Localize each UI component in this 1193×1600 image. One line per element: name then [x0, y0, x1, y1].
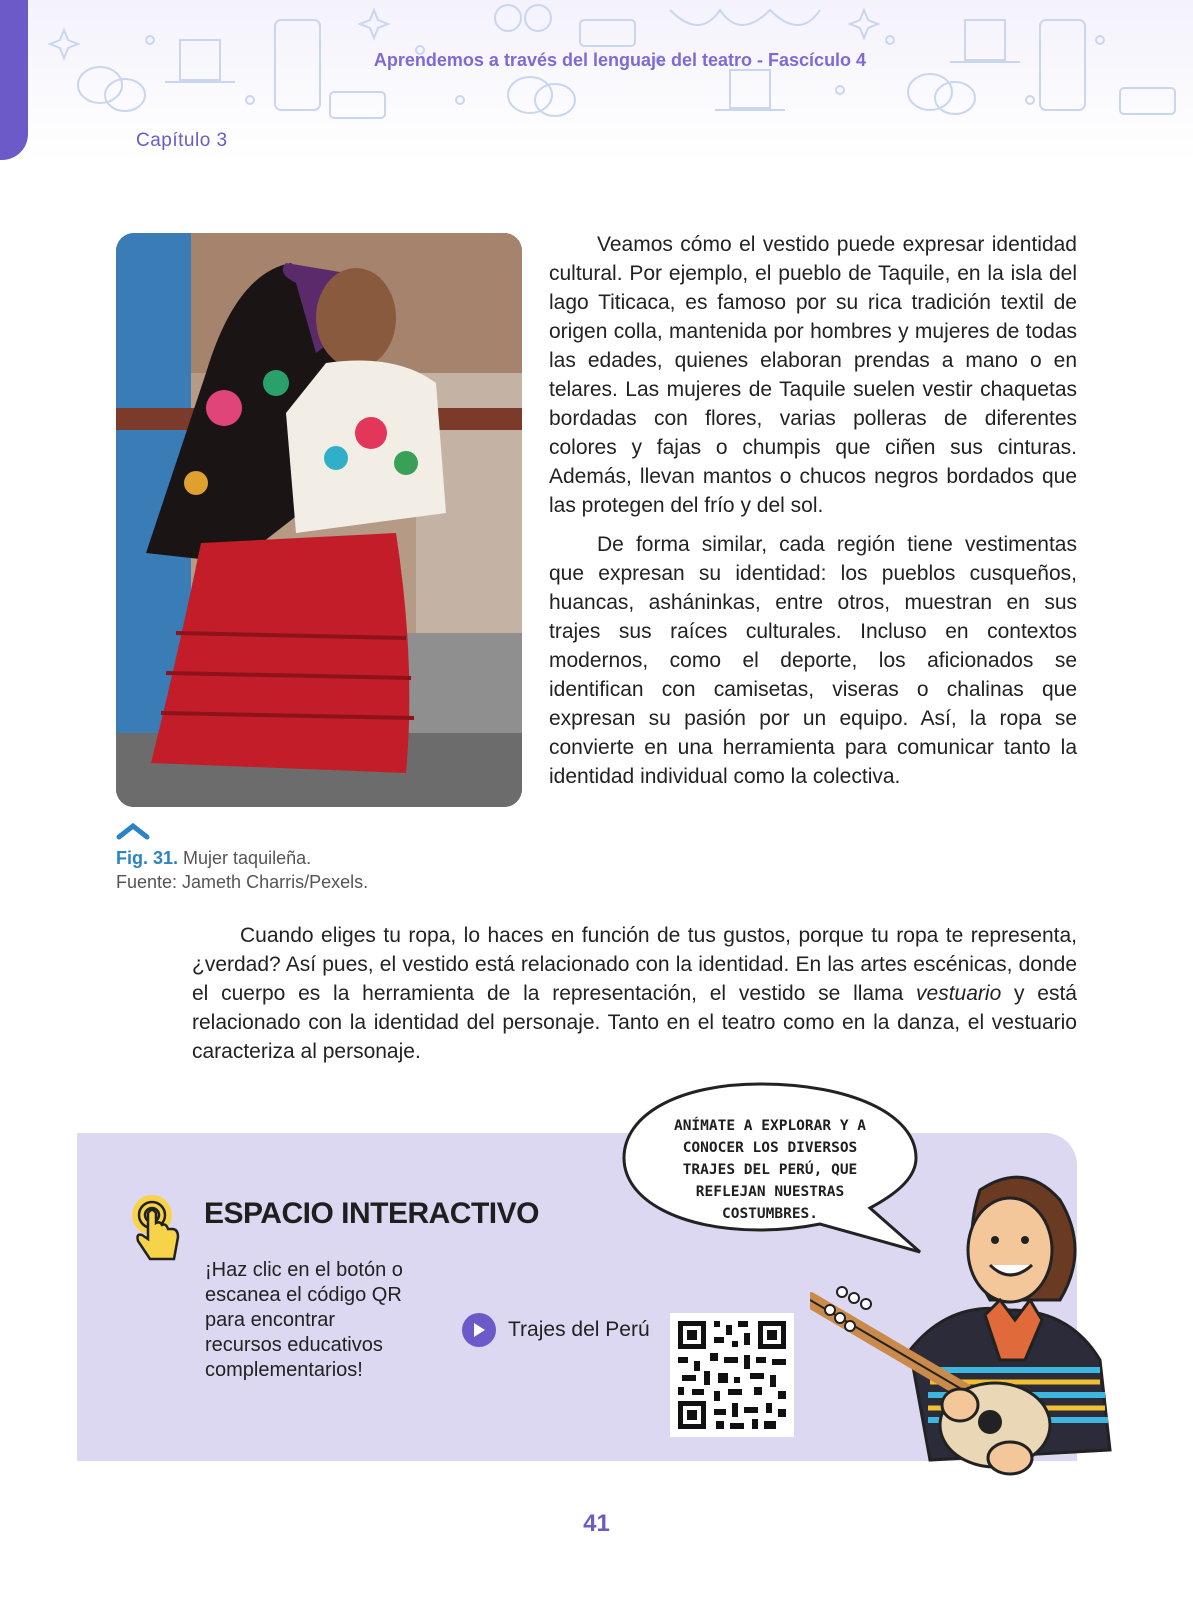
figure-label: Fig. 31. [116, 848, 179, 868]
page-number: 41 [583, 1510, 610, 1537]
curtain-icon [670, 10, 820, 25]
play-icon [462, 1313, 496, 1347]
theater-masks-icon [78, 67, 145, 111]
paragraph-regions: De forma similar, cada región tiene vestimentas que expresan su identidad: los pueblos cusqueños, huancas, asháninkas, entre otros, muestran en sus trajes sus raíces culturales. Incluso en contextos modernos, como el deporte, los aficionados se identifican con camisetas, viseras o chalinas que expresan su pasión por un equipo. Así, la ropa se convierte en una herramienta para comunicar tanto la identidad individual como la colectiva. [549, 533, 1077, 788]
fascicle-title: Aprendemos a través del lenguaje del teatro - Fascículo 4 [373, 50, 867, 70]
chapter-side-tab [0, 0, 28, 160]
right-column-text [549, 230, 1077, 791]
qr-code[interactable] [670, 1313, 794, 1437]
figure-caption [116, 846, 536, 894]
paragraph-vestuario-start: Cuando eliges tu ropa, lo haces en función de tus gustos, porque tu ropa te representa, ¿verdad? Así pues, el vestido está relacionado con la identidad. En las artes escénicas, donde el cuerpo es la herramienta de la representación, el vestido se llama [192, 924, 1077, 1005]
top-hat-icon [165, 40, 235, 82]
throne-icon [1040, 20, 1085, 110]
interactive-space-title: ESPACIO INTERACTIVO [204, 1197, 539, 1230]
trajes-del-peru-link[interactable] [462, 1313, 650, 1347]
trajes-del-peru-label: Trajes del Perú [508, 1318, 650, 1341]
paragraph-vestuario-end: y está relacionado con la identidad del personaje. Tanto en el teatro como en la danza, el vestuario caracteriza al personaje. [192, 982, 1077, 1063]
speech-bubble-text: ANÍMATE A EXPLORAR Y A CONOCER LOS DIVERSOS TRAJES DEL PERÚ, QUE REFLEJAN NUESTRAS COSTUMBRES. [673, 1118, 867, 1222]
touch-hand-icon [128, 1193, 188, 1267]
paragraph-taquile: Veamos cómo el vestido puede expresar identidad cultural. Por ejemplo, el pueblo de Taquile, en la isla del lago Titicaca, es famoso por su rica tradición textil de origen colla, mantenida por hombres y mujeres de todas las edades, quienes elaboran prendas a mano o en telares. Las mujeres de Taquile suelen vestir chaquetas bordadas con flores, varias polleras de diferentes colores y fajas o chumpis que ciñen sus cinturas. Además, llevan mantos o chucos negros bordados que las protegen del frío y del sol. [549, 233, 1077, 517]
figure-source: Fuente: Jameth Charris/Pexels. [116, 872, 369, 892]
character-with-charango-illustration [810, 1160, 1130, 1490]
binoculars-icon [495, 5, 551, 31]
interactive-space-instructions: ¡Haz clic en el botón o escanea el código QR para encontrar recursos educativos complementarios! [205, 1259, 403, 1381]
vestuario-term: vestuario [916, 982, 1002, 1005]
figure-photo-taquile-woman [116, 233, 522, 807]
chapter-label: Capítulo 3 [136, 130, 228, 151]
figure-caption-text: Mujer taquileña. [183, 848, 312, 868]
chevron-up-icon [116, 822, 150, 840]
paragraph-vestuario [192, 921, 1077, 1066]
throne-icon [275, 20, 320, 110]
